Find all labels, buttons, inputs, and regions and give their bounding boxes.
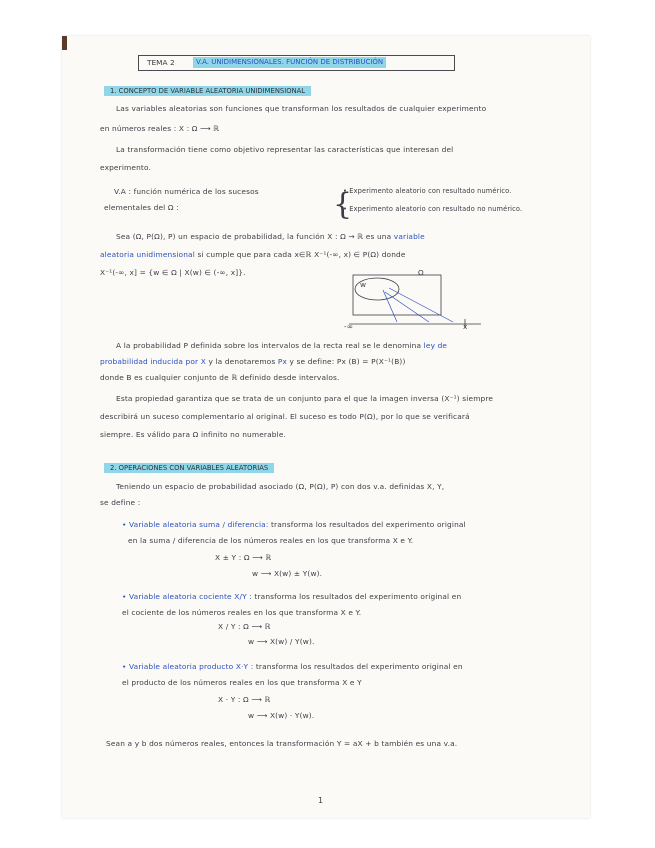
- text-line: Sean a y b dos números reales, entonces la transformación Y = aX + b también es una v.a.: [106, 739, 458, 748]
- text-line: en la suma / diferencia de los números reales en los que transforma X e Y.: [128, 536, 414, 545]
- text-line: • Variable aleatoria producto X·Y : transforma los resultados del experimento original en: [122, 662, 463, 671]
- text-line: Las variables aleatorias son funciones que transforman los resultados de cualquier experimento: [116, 104, 487, 113]
- text-line: el cociente de los números reales en los que transforma X e Y.: [122, 608, 362, 617]
- text-line: La transformación tiene como objetivo representar las características que interesan del: [116, 145, 454, 154]
- formula-line: X / Y : Ω ⟶ ℝ: [218, 622, 271, 631]
- text-line: Teniendo un espacio de probabilidad asociado (Ω, P(Ω), P) con dos v.a. definidas X, Y,: [116, 482, 445, 491]
- text-line: el producto de los números reales en los que transforma X e Y: [122, 678, 362, 687]
- section-2-heading: 2. OPERACIONES CON VARIABLES ALEATORIAS: [104, 463, 274, 473]
- formula-line: w ⟶ X(w) / Y(w).: [248, 637, 315, 646]
- w-label: w: [360, 280, 367, 289]
- text-line: donde B es cualquier conjunto de ℝ definido desde intervalos.: [100, 373, 340, 382]
- text-line: experimento.: [100, 163, 151, 172]
- formula-line: w ⟶ X(w) ± Y(w).: [252, 569, 323, 578]
- x-label: x: [463, 322, 468, 331]
- text-line: • Variable aleatoria suma / diferencia: transforma los resultados del experimento original: [122, 520, 466, 529]
- tema-label: TEMA 2: [147, 58, 175, 67]
- page-number: 1: [318, 796, 324, 805]
- text-line: Sea (Ω, P(Ω), P) un espacio de probabilidad, la función X : Ω → ℝ es una variable: [116, 232, 425, 241]
- title-box: [138, 55, 455, 71]
- bullet-item: • Experimento aleatorio con resultado numérico.: [343, 187, 512, 195]
- text-line: se define :: [100, 498, 141, 507]
- text-line: elementales del Ω :: [104, 203, 179, 212]
- text-line: • Variable aleatoria cociente X/Y : transforma los resultados del experimento original en: [122, 592, 462, 601]
- page-edge-mark: [62, 36, 67, 50]
- text-line: probabilidad inducida por X y la denotaremos Px y se define: Px (B) = P(X⁻¹(B)): [100, 357, 406, 366]
- text-line: aleatoria unidimensional si cumple que para cada x∈ℝ X⁻¹(-∞, x) ∈ P(Ω) donde: [100, 250, 406, 259]
- text-line: en números reales : X : Ω ⟶ ℝ: [100, 124, 220, 133]
- formula-line: X · Y : Ω ⟶ ℝ: [218, 695, 271, 704]
- title-subtitle: V.A. UNIDIMENSIONALES. FUNCIÓN DE DISTRIBUCIÓN: [193, 57, 386, 68]
- formula-line: w ⟶ X(w) · Y(w).: [248, 711, 315, 720]
- brace-symbol: {: [333, 187, 353, 222]
- text-line: A la probabilidad P definida sobre los intervalos de la recta real se le denomina ley de: [116, 341, 448, 350]
- formula-line: X ± Y : Ω ⟶ ℝ: [215, 553, 272, 562]
- bullet-item: • Experimento aleatorio con resultado no numérico.: [343, 205, 523, 213]
- omega-label: Ω: [418, 268, 424, 277]
- section-1-heading: 1. CONCEPTO DE VARIABLE ALEATORIA UNIDIMENSIONAL: [104, 86, 311, 96]
- text-line: describirá un suceso complementario al original. El suceso es todo P(Ω), por lo que se verificará: [100, 412, 470, 421]
- minus-infinity-label: -∞: [344, 322, 354, 331]
- text-line: Esta propiedad garantiza que se trata de un conjunto para el que la imagen inversa (X⁻¹) siempre: [116, 394, 494, 403]
- text-line: siempre. Es válido para Ω infinito no numerable.: [100, 430, 287, 439]
- text-line: X⁻¹(-∞, x] = {w ∈ Ω | X(w) ∈ (-∞, x]}.: [100, 268, 246, 277]
- text-line: V.A : función numérica de los sucesos: [114, 187, 259, 196]
